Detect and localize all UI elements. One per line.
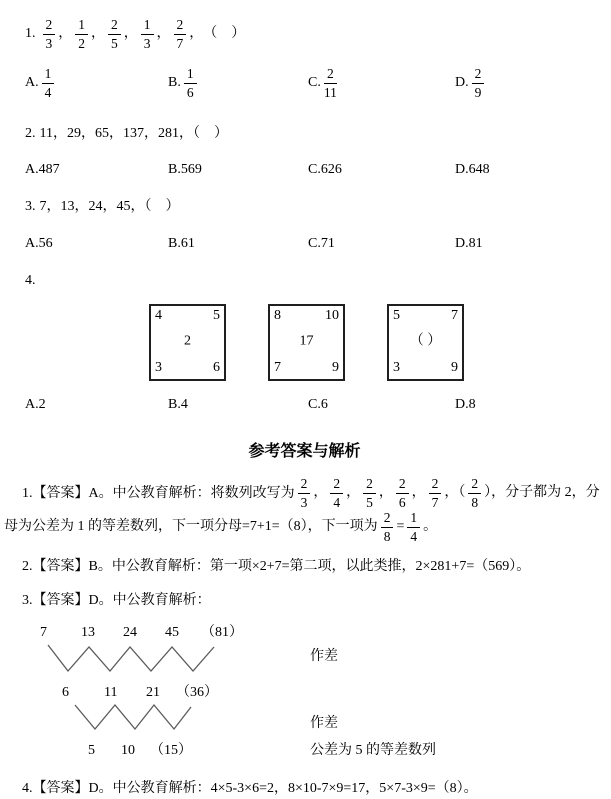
answer-4-explanation: 4.【答案】D。中公教育解析：4×5-3×6=2，8×10-7×9=17，5×7-3×9=（8）。 (22, 780, 478, 796)
question-2-stem (25, 122, 605, 146)
square-top-left: 5 (393, 307, 400, 323)
sequence-text: 11，29，65，137，281，（ ） (39, 125, 228, 141)
square-top-right: 7 (451, 307, 458, 323)
question-number: 4. (25, 273, 36, 289)
diagram-step-label: 作差 (310, 648, 338, 664)
option-d: D. $\frac{2}{9}$ (455, 66, 605, 100)
question-4-stem (25, 270, 605, 294)
question-number: 3. (25, 199, 36, 215)
diagram-row1-value: 45 (165, 624, 179, 640)
answer-1-explanation: 1.【答案】A。中公教育解析：将数列改写为 $\frac{2}{3}$ ， $\frac{2}{4}$ ， $\frac{2}{5}$ ， $\frac{2}{6}$ ， $\frac{2}{7}$ ，（ $\frac{2}{8}$ ），分子都为 2，分母为公差为 1 的等差数列，下一项分母=7+1=（8），下一项为 $\frac{2}{8}$ = $\frac{1}{4}$ 。 (4, 476, 600, 544)
option-c: C.626 (308, 162, 342, 177)
option-d: D.8 (455, 396, 476, 412)
diagram-row2-value: 21 (146, 684, 160, 700)
square-center-blank: （ ） (409, 333, 442, 349)
fraction: $\frac{1}{6}$ (184, 66, 197, 100)
option-b: B.4 (168, 396, 188, 412)
option-c: C. $\frac{2}{11}$ (308, 65, 337, 100)
number-square-1 (149, 304, 226, 381)
square-bottom-left: 7 (274, 359, 281, 375)
separator: ， (58, 25, 73, 41)
difference-diagram (18, 624, 605, 766)
separator: ， (189, 25, 204, 41)
fraction: $\frac{1}{2}$ (75, 17, 88, 51)
diagram-step-label: 作差 (310, 715, 338, 731)
fraction: $\frac{2}{5}$ (108, 17, 121, 51)
square-top-left: 4 (155, 307, 162, 323)
square-bottom-right: 9 (332, 359, 339, 375)
option-b: B.569 (168, 162, 202, 177)
fraction: $\frac{2}{3}$ (298, 476, 311, 510)
fraction: $\frac{2}{8}$ (468, 476, 481, 510)
question-4-options (25, 396, 605, 415)
option-b: B. $\frac{1}{6}$ (168, 66, 308, 100)
question-2-options (25, 161, 605, 180)
zigzag-difference-lines-1 (36, 641, 226, 677)
question-1-stem (25, 12, 605, 56)
question-number: 2. (25, 125, 36, 141)
answer-blank: （ ） (203, 25, 246, 41)
diagram-row3-value: （15） (150, 742, 192, 758)
diagram-row1-value: （81） (201, 624, 243, 640)
option-d: D.648 (455, 162, 490, 177)
fraction: $\frac{2}{8}$ (381, 510, 394, 544)
diagram-conclusion-label: 公差为 5 的等差数列 (310, 742, 436, 758)
square-bottom-left: 3 (155, 359, 162, 375)
question-3-options (25, 235, 605, 254)
option-a: A.487 (25, 162, 60, 177)
question-4-figure (149, 304, 605, 381)
separator: ， (123, 25, 138, 41)
diagram-row3-value: 5 (88, 742, 95, 758)
square-bottom-right: 6 (213, 359, 220, 375)
square-bottom-right: 9 (451, 359, 458, 375)
number-square-2 (268, 304, 345, 381)
fraction: $\frac{2}{5}$ (363, 476, 376, 510)
fraction: $\frac{2}{11}$ (323, 65, 337, 100)
answer-3-explanation: 3.【答案】D。中公教育解析： (22, 593, 211, 609)
fraction: $\frac{1}{3}$ (141, 17, 154, 51)
separator: ， (156, 25, 171, 41)
answers-section-title: 参考答案与解析 (248, 442, 361, 460)
square-center: 17 (299, 333, 314, 349)
question-1-options (25, 60, 605, 106)
sequence-text: 7，13，24，45，（ ） (39, 199, 180, 215)
option-c: C.6 (308, 396, 328, 412)
diagram-row1-value: 24 (123, 624, 137, 640)
number-square-3 (387, 304, 464, 381)
diagram-row2-value: （36） (176, 684, 218, 700)
answer-2-explanation: 2.【答案】B。中公教育解析：第一项×2+7=第二项，以此类推，2×281+7=（569）。 (22, 559, 531, 575)
square-top-right: 5 (213, 307, 220, 323)
fraction: $\frac{2}{7}$ (429, 476, 442, 510)
fraction: $\frac{2}{9}$ (472, 66, 485, 100)
option-a: A.2 (25, 396, 46, 412)
fraction: $\frac{1}{4}$ (407, 510, 420, 544)
diagram-row1-value: 7 (40, 624, 47, 640)
fraction: $\frac{2}{7}$ (174, 17, 187, 51)
option-b: B.61 (168, 235, 195, 251)
square-center: 2 (184, 333, 191, 349)
fraction: $\frac{2}{3}$ (43, 17, 56, 51)
fraction: $\frac{2}{4}$ (330, 476, 343, 510)
option-a: A. $\frac{1}{4}$ (25, 66, 168, 100)
diagram-row2-value: 6 (62, 684, 69, 700)
diagram-row3-value: 10 (121, 742, 135, 758)
zigzag-difference-lines-2 (68, 701, 198, 735)
diagram-row1-value: 13 (81, 624, 95, 640)
square-top-right: 10 (325, 307, 339, 323)
option-c: C.71 (308, 235, 335, 251)
question-3-stem (25, 196, 605, 220)
separator: ， (91, 25, 105, 41)
square-bottom-left: 3 (393, 359, 400, 375)
square-top-left: 8 (274, 307, 281, 323)
fraction: $\frac{1}{4}$ (42, 66, 55, 100)
question-number: 1. (25, 25, 36, 41)
option-a: A.56 (25, 235, 53, 251)
option-d: D.81 (455, 235, 483, 251)
fraction: $\frac{2}{6}$ (396, 476, 409, 510)
diagram-row2-value: 11 (104, 684, 118, 700)
